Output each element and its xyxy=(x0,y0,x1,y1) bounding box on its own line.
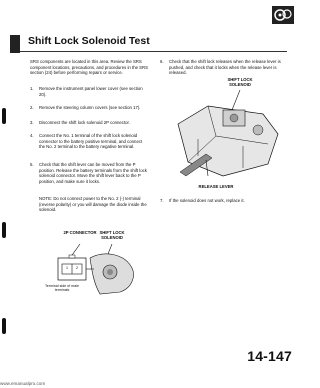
step-text: If the solenoid does not work, replace it. xyxy=(169,198,245,203)
step-6 xyxy=(160,59,288,76)
step-number: 3. xyxy=(30,120,34,125)
step-1 xyxy=(30,86,148,97)
solenoid-label-left: SHIFT LOCK SOLENOID xyxy=(99,230,125,240)
step-text: Connect the No. 1 terminal of the shift lock solenoid connector to the battery positive terminal, and connect the No. 2 terminal to the battery negative terminal. xyxy=(39,133,143,150)
solenoid-label-right: SHIFT LOCK SOLENOID xyxy=(227,77,253,87)
title-marker xyxy=(10,35,20,53)
binding-mark xyxy=(2,108,6,124)
title-divider xyxy=(20,51,287,52)
transmission-icon xyxy=(272,6,294,24)
step-text: Disconnect the shift lock solenoid 2P connector. xyxy=(39,120,130,125)
step-text: Remove the steering column covers (see section 17). xyxy=(39,105,141,110)
step-number: 2. xyxy=(30,105,34,110)
note: NOTE: Do not connect power to the No. 2 (-) terminal (reverse polarity) or you will damage the diode inside the solenoid. xyxy=(39,196,147,213)
release-lever-label: RELEASE LEVER xyxy=(198,184,234,189)
step-4 xyxy=(30,133,148,150)
page-title: Shift Lock Solenoid Test xyxy=(28,35,150,47)
step-number: 5. xyxy=(30,162,34,167)
step-number: 6. xyxy=(160,59,164,64)
pin-label: 1 xyxy=(66,266,68,270)
pin-label: 2 xyxy=(76,266,78,270)
step-number: 4. xyxy=(30,133,34,138)
step-text: Check that the shift lock releases when the release lever is pushed, and check that it locks when the release lever is released. xyxy=(169,59,281,76)
step-5 xyxy=(30,162,148,184)
connector-label: 2P CONNECTOR xyxy=(63,230,97,235)
binding-mark xyxy=(2,318,6,334)
step-number: 7. xyxy=(160,198,164,203)
step-7 xyxy=(160,198,288,204)
step-text: Check that the shift lever can be moved from the P position. Release the battery terminals from the shift lock solenoid connector. Move the shift lever back to the P position, and make sure it locks. xyxy=(39,162,147,184)
binding-mark xyxy=(2,222,6,238)
srs-warning: SRS components are located in this area. Review the SRS component locations, precautions, and procedures in the SRS section (24) before performing repairs or service. xyxy=(30,59,148,76)
step-text: Remove the instrument panel lower cover (see section 20). xyxy=(39,86,143,97)
footer-url[interactable]: www.emanualpro.com xyxy=(0,381,46,386)
step-3 xyxy=(30,120,148,126)
step-2 xyxy=(30,105,148,111)
page-number: 14-147 xyxy=(247,348,292,364)
shift-lock-diagram xyxy=(168,84,288,184)
terminal-caption: Terminal side of male terminals xyxy=(45,284,79,292)
step-number: 1. xyxy=(30,86,34,91)
